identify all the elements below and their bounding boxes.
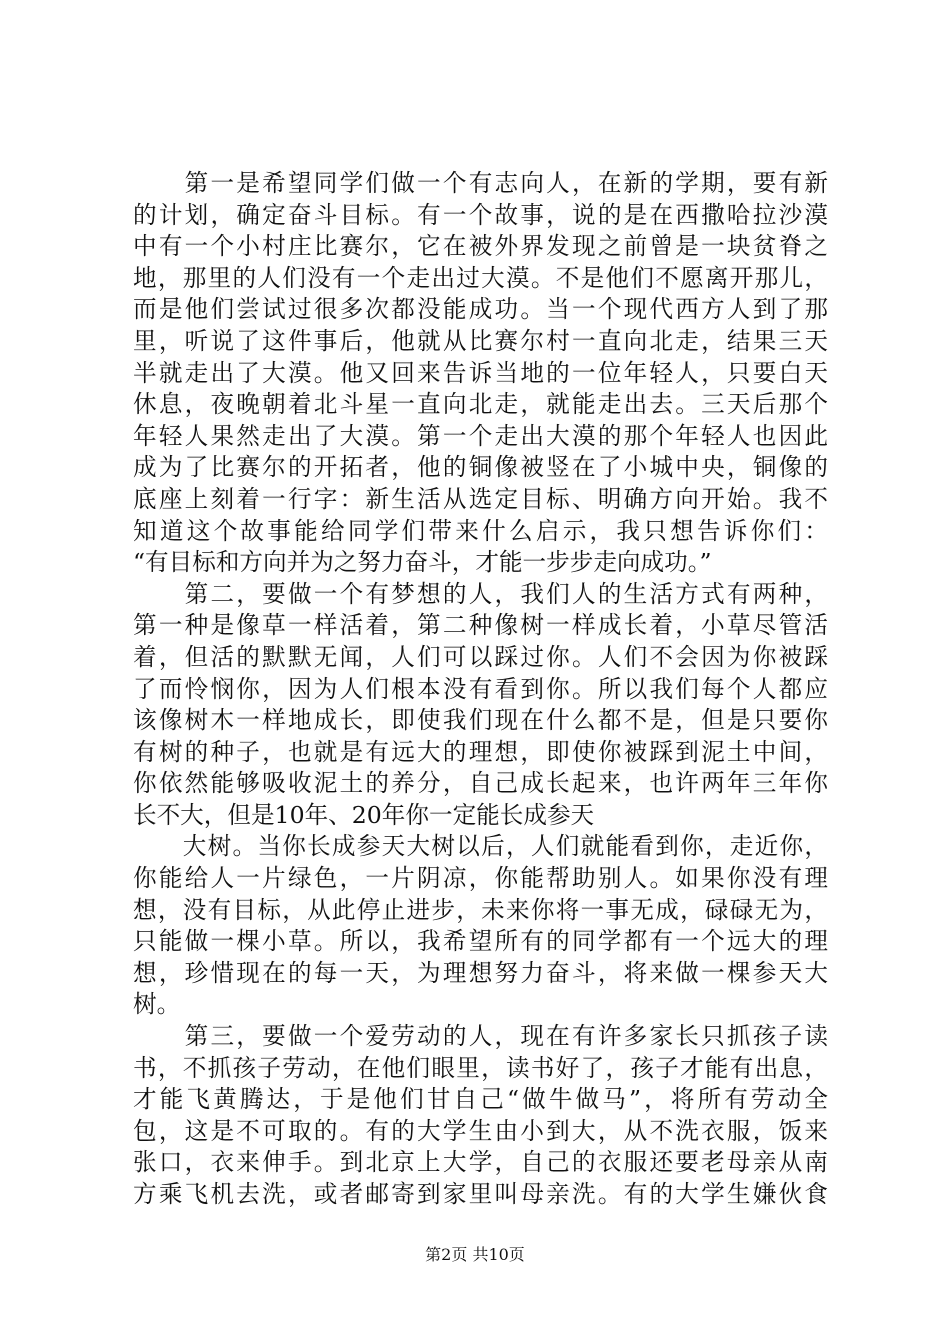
text-line: 了而怜悯你，因为人们根本没有看到你。所以我们每个人都应 [133, 674, 828, 703]
text-line: 长不大，但是10年、20年你一定能长成参天 [133, 800, 595, 829]
text-line: 想，没有目标，从此停止进步，未来你将一事无成，碌碌无为， [133, 895, 828, 924]
text-line: 有树的种子，也就是有远大的理想，即使你被踩到泥土中间， [133, 737, 828, 766]
text-line: 着，但活的默默无闻，人们可以踩过你。人们不会因为你被踩 [133, 642, 828, 671]
text-line: 底座上刻着一行字：新生活从选定目标、明确方向开始。我不 [133, 484, 828, 513]
text-line: 地，那里的人们没有一个走出过大漠。不是他们不愿离开那儿， [133, 263, 828, 292]
text-line: 年轻人果然走出了大漠。第一个走出大漠的那个年轻人也因此 [133, 421, 828, 450]
text-line: 而是他们尝试过很多次都没能成功。当一个现代西方人到了那 [133, 295, 828, 324]
text-line: 你能给人一片绿色，一片阴凉，你能帮助别人。如果你没有理 [133, 864, 828, 893]
text-line: 里，听说了这件事后，他就从比赛尔村一直向北走，结果三天 [133, 326, 828, 355]
body-text [133, 168, 828, 1211]
page-footer: 第2页 共10页 [425, 1245, 525, 1264]
text-line: 书，不抓孩子劳动，在他们眼里，读书好了，孩子才能有出息， [133, 1053, 828, 1082]
text-line: 只能做一棵小草。所以，我希望所有的同学都有一个远大的理 [133, 927, 828, 956]
text-line: 的计划，确定奋斗目标。有一个故事，说的是在西撒哈拉沙漠 [133, 200, 828, 229]
text-line: “有目标和方向并为之努力奋斗，才能一步步走向成功。” [133, 548, 712, 577]
text-line: 大树。当你长成参天大树以后，人们就能看到你，走近你， [133, 832, 828, 861]
text-line: 休息，夜晚朝着北斗星一直向北走，就能走出去。三天后那个 [133, 390, 828, 419]
text-line: 包，这是不可取的。有的大学生由小到大，从不洗衣服，饭来 [133, 1116, 828, 1145]
text-line: 第二，要做一个有梦想的人，我们人的生活方式有两种， [133, 579, 828, 608]
text-line: 方乘飞机去洗，或者邮寄到家里叫母亲洗。有的大学生嫌伙食 [133, 1180, 828, 1208]
text-line: 该像树木一样地成长，即使我们现在什么都不是，但是只要你 [133, 706, 828, 735]
text-line: 第一种是像草一样活着，第二种像树一样成长着，小草尽管活 [133, 611, 828, 640]
text-line: 才能飞黄腾达，于是他们甘自己“做牛做马”，将所有劳动全 [133, 1085, 828, 1114]
text-line: 树。 [133, 990, 181, 1019]
text-line: 半就走出了大漠。他又回来告诉当地的一位年轻人，只要白天 [133, 358, 828, 387]
text-line: 第一是希望同学们做一个有志向人，在新的学期，要有新 [133, 169, 828, 197]
text-line: 中有一个小村庄比赛尔，它在被外界发现之前曾是一块贫脊之 [133, 232, 828, 261]
text-line: 第三，要做一个爱劳动的人，现在有许多家长只抓孩子读 [133, 1022, 828, 1051]
text-line: 你依然能够吸收泥土的养分，自己成长起来，也许两年三年你 [133, 769, 828, 798]
text-line: 张口，衣来伸手。到北京上大学，自己的衣服还要老母亲从南 [133, 1148, 828, 1177]
text-line: 成为了比赛尔的开拓者，他的铜像被竖在了小城中央，铜像的 [133, 453, 828, 482]
text-line: 知道这个故事能给同学们带来什么启示，我只想告诉你们： [133, 516, 828, 545]
text-line: 想，珍惜现在的每一天，为理想努力奋斗，将来做一棵参天大 [133, 958, 828, 987]
